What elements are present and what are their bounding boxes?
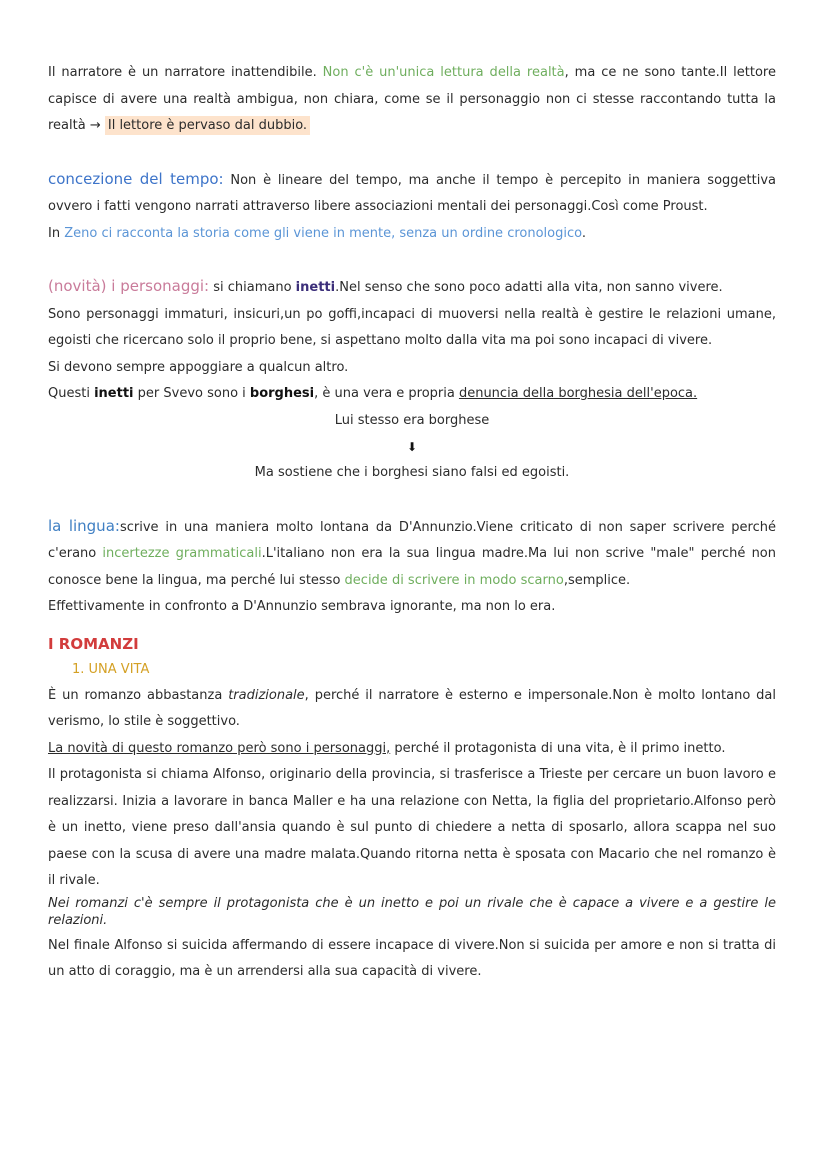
section-heading-personaggi: (novità) i personaggi: [48,277,210,295]
paragraph-tempo [48,166,776,221]
highlight-text-green: Non c'è un'unica lettura della realtà [322,65,565,80]
highlight-text-blue: Zeno ci racconta la storia come gli viene in mente, senza un ordine cronologico [64,225,582,241]
paragraph-line: Si devono sempre appoggiare a qualcun altro. [48,359,349,375]
paragraph-line: Effettivamente in confronto a D'Annunzio sembrava ignorante, ma non lo era. [48,599,556,614]
paragraph-novita [48,736,776,763]
section-title-romanzi: I ROMANZI [48,634,139,653]
underlined-text: La novità di questo romanzo però sono i personaggi, [48,740,391,756]
paragraph-line [48,381,776,408]
text: .L'italiano non era la sua lingua madre.Ma lui non scrive "male" perché non conosce bene la lingua, ma perché lui stesso [48,546,776,588]
paragraph-romanzo [48,683,776,736]
section-heading-tempo: concezione del tempo: [48,169,224,188]
italic-term: tradizionale [228,687,305,703]
document-page [48,60,776,986]
highlight-text-green: decide di scrivere in modo scarno [344,572,564,588]
bold-term: inetti [94,386,134,401]
text: per Svevo sono i [133,386,250,401]
paragraph-personaggi [48,273,776,302]
text: .Nel senso che sono poco adatti alla vita, non sanno vivere. [335,280,723,295]
bold-term: inetti [295,280,336,295]
text: In [48,225,65,241]
text: , perché il narratore è esterno e impersonale.Non è molto lontano dal verismo, lo stile è soggettivo. [48,687,776,729]
paragraph-lingua [48,513,776,595]
section-heading-lingua: la lingua: [48,516,120,535]
text: . [581,225,586,241]
text: perché il protagonista di una vita, è il primo inetto. [390,740,726,756]
text: Non è lineare del tempo, ma anche il tempo è percepito in maniera soggettiva ovvero i fatti vengono narrati attraverso libere associazioni mentali dei personaggi.Così come Proust. [48,172,776,214]
list-item-una-vita: 1. UNA VITA [72,661,150,677]
paragraph-finale: Nel finale Alfonso si suicida affermando di essere incapace di vivere.Non si suicida per amore e non si tratta di un atto di coraggio, ma è un arrendersi alla sua capacità di vivere. [48,937,776,979]
text: È un romanzo abbastanza [48,687,229,703]
highlight-text-green: incertezze grammaticali [102,546,262,561]
text: Questi [48,386,95,401]
paragraph-trama: Il protagonista si chiama Alfonso, originario della provincia, si trasferisce a Trieste per cercare un buon lavoro e realizzarsi. Inizia a lavorare in banca Maller e ha una relazione con Netta, la figlia del proprietario.Alfonso però è un inetto, viene preso dall'ansia quando è sul punto di chiedere a netta di sposarlo, allora scappa nel suo paese con la scusa di avere una madre malata.Quando ritorna netta è sposata con Macario che nel romanzo è il rivale. [48,767,776,888]
paragraph-narratore [48,60,776,140]
text: , è una vera e propria [314,386,459,401]
paragraph-zeno [48,221,776,248]
underlined-text: denuncia della borghesia dell'epoca. [458,386,698,401]
text: ,semplice. [563,572,631,588]
centered-line: Ma sostiene che i borghesi siano falsi ed egoisti. [254,465,570,480]
text: Il narratore è un narratore inattendibile. [48,65,323,80]
bold-term: borghesi [249,386,315,401]
highlighted-conclusion: Il lettore è pervaso dal dubbio. [105,116,310,135]
text: si chiamano [209,280,296,295]
arrow-down-icon: ⬇ [406,440,418,454]
text: , ma ce ne sono tante.Il lettore capisce di avere una realtà ambigua, non chiara, come se il personaggio non ci stesse raccontando tutta la realtà → [48,65,776,133]
paragraph-italic-note: Nei romanzi c'è sempre il protagonista che è un inetto e poi un rivale che è capace a vivere e a gestire le relazioni. [48,895,776,928]
text: scrive in una maniera molto lontana da D'Annunzio.Viene criticato di non saper scrivere perché c'erano [48,519,776,561]
centered-line: Lui stesso era borghese [334,412,490,428]
paragraph-line: Sono personaggi immaturi, insicuri,un po goffi,incapaci di muoversi nella realtà è gestire le relazioni umane, egoisti che ricercano solo il proprio bene, si aspettano molto dalla vita ma poi sono incapaci di vivere. [48,306,776,348]
